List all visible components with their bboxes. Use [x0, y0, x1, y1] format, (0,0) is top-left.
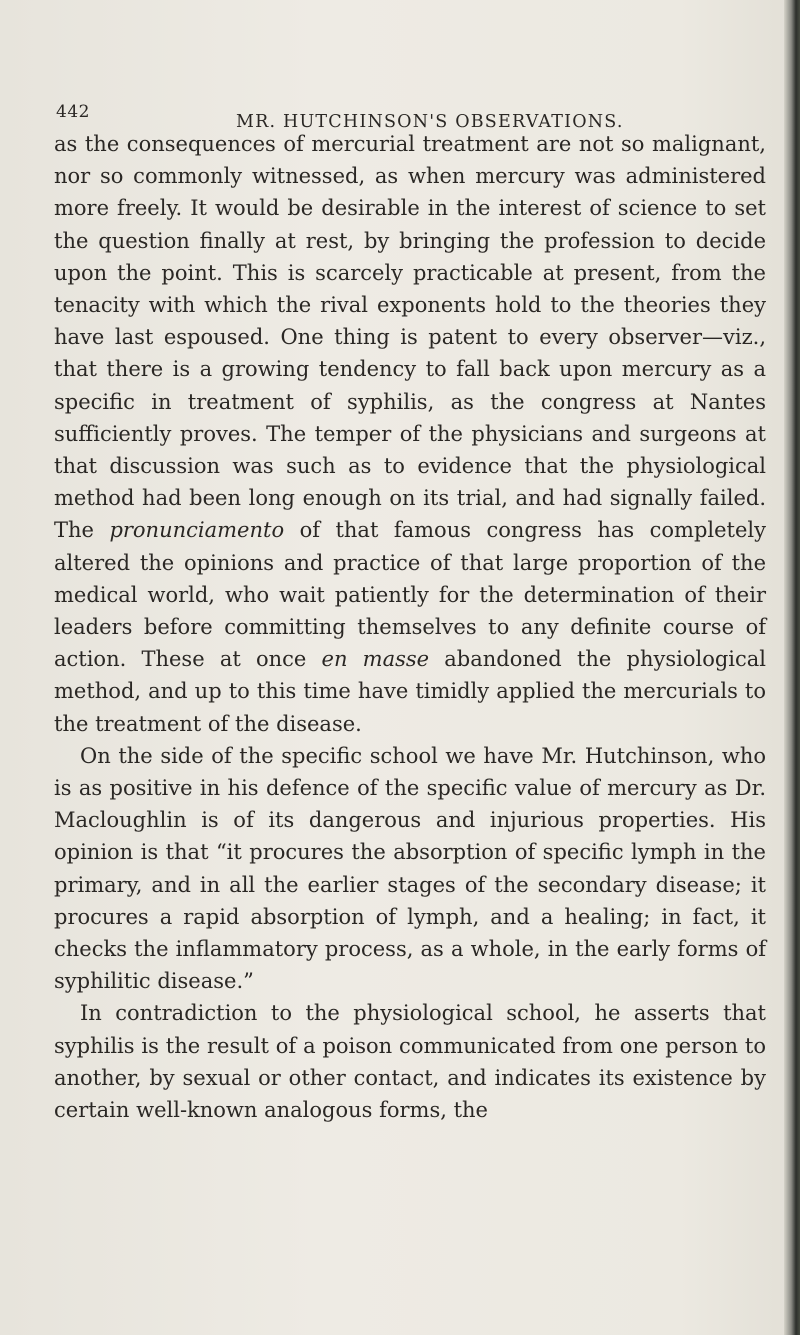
paragraph-1 [54, 128, 766, 740]
text-run: as the consequences of mercurial treatment are not so malignant, nor so commonly witnessed, as when mercury was administered more freely. It would be desirable in the interest of science to set the question finally at rest, by bringing the profession to decide upon the point. This is scarcely practicable at present, from the tenacity with which the rival exponents hold to the theories they have last espoused. One thing is patent to every observer—viz., that there is a growing tendency to fall back upon mercury as a specific in treatment of syphilis, as the congress at Nantes sufficiently proves. The temper of the physicians and surgeons at that discussion was such as to evidence that the physiological method had been long enough on its trial, and had signally failed. The [54, 132, 766, 543]
page-edge-shadow [784, 0, 800, 1335]
paragraph-2 [54, 740, 766, 998]
text-run: In contradiction to the physiological school, he asserts that syphilis is the result of a poison communicated from one person to another, by sexual or other contact, and indicates its existence by certain well-known analogous forms, the [54, 1001, 766, 1123]
paragraph-3 [54, 997, 766, 1126]
italic-term-en-masse: en masse [321, 647, 430, 672]
italic-term-pronunciamento: pronunciamento [109, 518, 285, 543]
running-head: MR. HUTCHINSON'S OBSERVATIONS. [236, 112, 624, 132]
body-text [54, 128, 766, 1126]
page-number: 442 [56, 102, 90, 122]
text-run: of that famous congress has completely altered the opinions and practice of that large proportion of the medical world, who wait patiently for the determination of their leaders before committing themselves to any definite course of action. These at once [54, 518, 766, 672]
text-run: abandoned the physiological method, and up to this time have timidly applied the mercurials to the treatment of the disease. [54, 647, 767, 736]
text-run: On the side of the specific school we have Mr. Hutchinson, who is as positive in his defence of the specific value of mercury as Dr. Macloughlin is of its dangerous and injurious properties. His opinion is that “it procures the absorption of specific lymph in the primary, and in all the earlier stages of the secondary disease; it procures a rapid absorption of lymph, and a healing; in fact, it checks the inflammatory process, as a whole, in the early forms of syphilitic disease.” [54, 743, 766, 994]
